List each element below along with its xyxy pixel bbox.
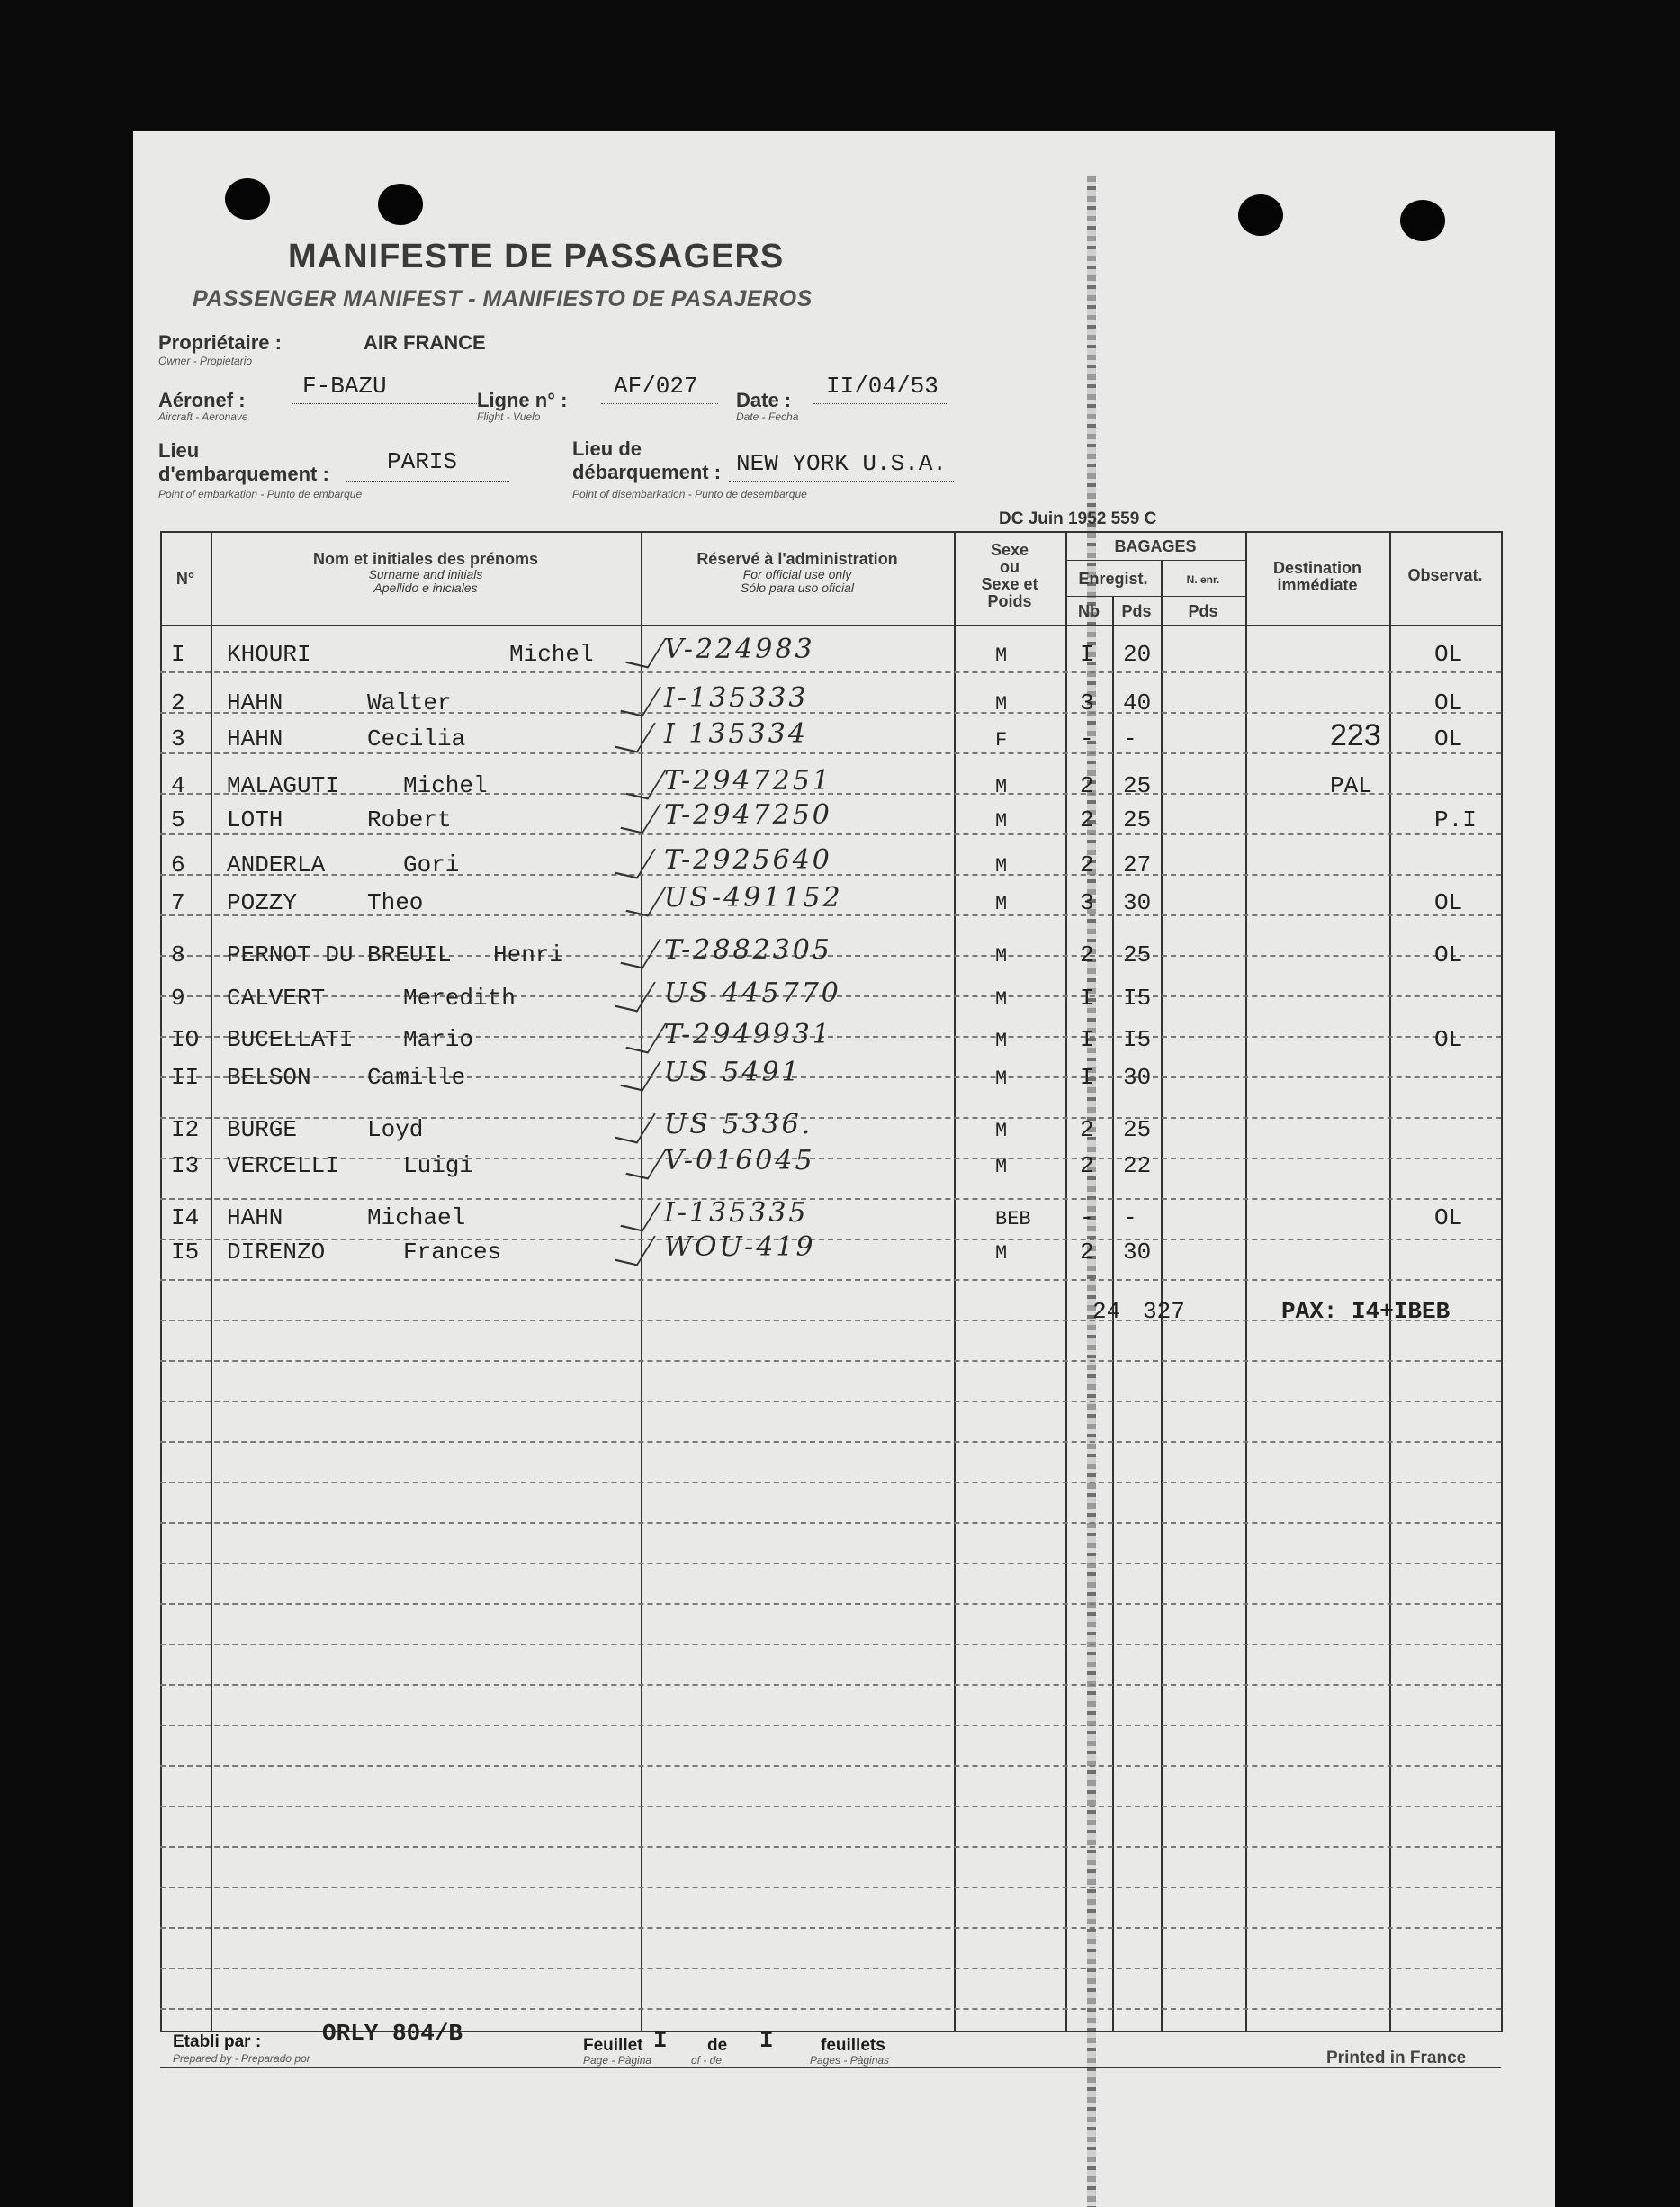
date-label: Date :: [736, 389, 792, 411]
ruled-line: [160, 2008, 1501, 2010]
prepared-label: Etabli par :: [173, 2032, 262, 2051]
baggage-count: -: [1080, 1204, 1094, 1231]
given-name: Michel: [509, 641, 594, 668]
of-sub: of - de: [691, 2054, 723, 2067]
surname: HAHN: [227, 1204, 283, 1231]
given-name: Michael: [367, 1204, 466, 1231]
baggage-weight: 27: [1123, 851, 1152, 878]
line-sub: Flight - Vuelo: [477, 410, 541, 423]
given-name: Frances: [403, 1239, 502, 1266]
sex-value: M: [995, 893, 1008, 915]
col-nb: Nb: [1078, 602, 1100, 620]
ruled-line: [160, 1279, 1501, 1281]
sex-value: M: [995, 810, 1008, 833]
col-observ: Observat.: [1407, 566, 1483, 584]
ruled-line: [160, 1765, 1501, 1767]
row-number: 5: [171, 806, 185, 833]
ruled-line: [160, 1644, 1501, 1645]
sex-value: M: [995, 1067, 1008, 1090]
col-admin: Réservé à l'administration For official use only Sólo para uso oficial: [696, 550, 898, 595]
baggage-count: 2: [1080, 806, 1094, 833]
surname: LOTH: [227, 806, 283, 833]
baggage-weight: 20: [1123, 641, 1152, 668]
baggage-weight: 30: [1123, 889, 1152, 916]
ruled-line: [160, 1360, 1501, 1362]
baggage-count: I: [1080, 985, 1094, 1012]
admin-number: US 5336.: [664, 1109, 813, 1140]
baggage-weight: 25: [1123, 1116, 1152, 1143]
col-pds2: Pds: [1188, 602, 1218, 620]
baggage-count: 2: [1080, 941, 1094, 968]
given-name: Camille: [367, 1064, 466, 1091]
observation: P.I: [1434, 806, 1477, 833]
date-sub: Date - Fecha: [736, 410, 799, 423]
col-destination: Destination immédiate: [1272, 559, 1361, 594]
ruled-line: [160, 1806, 1501, 1807]
ruled-line: [160, 1198, 1501, 1200]
disembark-label-2: débarquement :: [572, 461, 722, 483]
given-name: Luigi: [403, 1152, 474, 1179]
sex-value: BEB: [995, 1208, 1031, 1230]
ruled-line: [160, 1725, 1501, 1726]
observation: OL: [1434, 889, 1463, 916]
baggage-weight: 40: [1123, 689, 1152, 716]
ruled-line: [160, 1603, 1501, 1605]
ruled-line: [160, 1441, 1501, 1443]
observation: OL: [1434, 689, 1463, 716]
sex-value: M: [995, 693, 1008, 716]
ruled-line: [160, 671, 1501, 673]
baggage-count: I: [1080, 1064, 1094, 1091]
col-name: Nom et initiales des prénoms Surname and initials Apellido e iniciales: [312, 550, 539, 595]
ruled-line: [160, 1522, 1501, 1524]
checkmark-icon: [620, 1056, 661, 1091]
baggage-weight: 25: [1123, 772, 1152, 799]
ruled-line: [160, 833, 1501, 835]
ruled-line: [160, 1239, 1501, 1240]
ruled-line: [160, 1968, 1501, 1969]
given-name: Mario: [403, 1026, 474, 1053]
admin-number: T-2947250: [664, 799, 832, 831]
embark-label-1: Lieu: [158, 439, 200, 462]
sex-value: M: [995, 855, 1008, 878]
ruled-line: [160, 1401, 1501, 1402]
checkmark-icon: [620, 933, 661, 968]
baggage-count: 2: [1080, 1152, 1094, 1179]
admin-number: V-016045: [664, 1145, 815, 1176]
checkmark-icon: [620, 1196, 661, 1231]
sex-value: M: [995, 945, 1008, 968]
checkmark-icon: [615, 1230, 656, 1266]
printed-in: Printed in France: [1326, 2049, 1467, 2067]
baggage-weight: 30: [1123, 1239, 1152, 1266]
admin-number: US 5491: [664, 1057, 802, 1088]
observation: OL: [1434, 641, 1463, 668]
ruled-line: [160, 1076, 1501, 1078]
form-code: DC Juin 1952 559 C: [999, 509, 1157, 528]
embark-label-2: d'embarquement :: [158, 463, 329, 485]
col-bagages: BAGAGES: [1114, 537, 1197, 555]
pages-sub: Pages - Pàginas: [810, 2054, 890, 2067]
row-number: 7: [171, 889, 185, 916]
admin-number: WOU-419: [664, 1231, 816, 1263]
baggage-weight: -: [1123, 1204, 1137, 1231]
row-number: II: [171, 1064, 200, 1091]
checkmark-icon: [625, 881, 667, 916]
surname: POZZY: [227, 889, 298, 916]
pax-summary: PAX: I4+IBEB: [1281, 1298, 1451, 1325]
sheet-label: Feuillet: [583, 2036, 643, 2055]
ruled-line: [160, 1563, 1501, 1564]
destination: 223: [1330, 718, 1381, 752]
ruled-line: [160, 1158, 1501, 1159]
of-value: I: [759, 2027, 774, 2054]
ruled-line: [160, 712, 1501, 714]
admin-number: I-135335: [664, 1197, 809, 1229]
surname: ANDERLA: [227, 851, 326, 878]
col-enregist: Enregist.: [1078, 570, 1148, 588]
manifest-sheet: [133, 131, 1555, 2207]
baggage-count: 2: [1080, 851, 1094, 878]
baggage-weight: 22: [1123, 1152, 1152, 1179]
prepared-value: ORLY 804/B: [322, 2020, 463, 2047]
punch-hole: [378, 184, 423, 225]
given-name: Robert: [367, 806, 452, 833]
given-name: Meredith: [403, 985, 516, 1012]
row-number: 2: [171, 689, 185, 716]
sheet-value: I: [653, 2027, 668, 2054]
admin-number: V-224983: [664, 634, 815, 665]
baggage-count: 3: [1080, 889, 1094, 916]
sex-value: M: [995, 1030, 1008, 1052]
ruled-line: [160, 1927, 1501, 1929]
baggage-count: I: [1080, 1026, 1094, 1053]
baggage-count: 2: [1080, 1116, 1094, 1143]
ruled-line: [160, 1117, 1501, 1119]
checkmark-icon: [615, 1108, 656, 1143]
sex-value: M: [995, 776, 1008, 798]
fold-crease: [1087, 176, 1096, 2207]
row-number: IO: [171, 1026, 200, 1053]
manifest-subtitle: PASSENGER MANIFEST - MANIFIESTO DE PASAJEROS: [193, 286, 813, 311]
baggage-count: 2: [1080, 772, 1094, 799]
checkmark-icon: [615, 977, 656, 1012]
baggage-count: 3: [1080, 689, 1094, 716]
given-name: Theo: [367, 889, 424, 916]
baggage-count: 2: [1080, 1239, 1094, 1266]
baggage-count: I: [1080, 641, 1094, 668]
ruled-line: [160, 1846, 1501, 1848]
manifest-title: MANIFESTE DE PASSAGERS: [288, 238, 785, 275]
ruled-line: [160, 1684, 1501, 1686]
admin-number: US-491152: [664, 882, 843, 914]
owner-sub: Owner - Propietario: [158, 355, 253, 367]
admin-number: US 445770: [664, 977, 841, 1009]
baggage-weight: 30: [1123, 1064, 1152, 1091]
punch-hole: [225, 178, 270, 220]
sex-value: M: [995, 1156, 1008, 1178]
ruled-line: [160, 1887, 1501, 1888]
aircraft-sub: Aircraft - Aeronave: [158, 410, 248, 423]
surname: BUCELLATI: [227, 1026, 354, 1053]
row-number: 8: [171, 941, 185, 968]
punch-hole: [1400, 200, 1445, 241]
surname: BELSON: [227, 1064, 311, 1091]
of-label: de: [707, 2036, 728, 2055]
surname: CALVERT: [227, 985, 326, 1012]
given-name: Walter: [367, 689, 452, 716]
date-value: II/04/53: [826, 373, 939, 400]
owner-label: Propriétaire :: [158, 331, 282, 354]
surname: DIRENZO: [227, 1239, 326, 1266]
pages-label: feuillets: [821, 2036, 885, 2055]
line-label: Ligne n° :: [477, 389, 568, 411]
given-name: Michel: [403, 772, 488, 799]
observation: OL: [1434, 1204, 1463, 1231]
surname: BURGE: [227, 1116, 298, 1143]
admin-number: T-2882305: [664, 934, 832, 966]
line-value: AF/027: [614, 373, 698, 400]
embark-value: PARIS: [387, 448, 458, 475]
observation: OL: [1434, 725, 1463, 752]
baggage-weight: 25: [1123, 806, 1152, 833]
col-no: N°: [175, 570, 195, 588]
prepared-sub: Prepared by - Preparado por: [173, 2052, 310, 2065]
admin-number: I-135333: [664, 682, 809, 714]
aircraft-value: F-BAZU: [302, 373, 387, 400]
ruled-line: [160, 1482, 1501, 1483]
col-pds: Pds: [1121, 602, 1152, 620]
row-number: I: [171, 641, 185, 668]
row-number: I4: [171, 1204, 200, 1231]
surname: HAHN: [227, 689, 283, 716]
row-number: 9: [171, 985, 185, 1012]
baggage-count: -: [1080, 725, 1094, 752]
row-number: 4: [171, 772, 185, 799]
sex-value: M: [995, 1120, 1008, 1142]
ruled-line: [160, 752, 1501, 754]
sex-value: M: [995, 1242, 1008, 1265]
admin-number: T-2949931: [664, 1019, 832, 1050]
admin-number: T-2947251: [664, 765, 832, 797]
sheet-sub: Page - Pàgina: [583, 2054, 652, 2067]
disembark-label-1: Lieu de: [572, 437, 642, 460]
punch-hole: [1238, 194, 1283, 236]
row-number: I2: [171, 1116, 200, 1143]
owner-value: AIR FRANCE: [364, 331, 486, 354]
total-pds: 327: [1143, 1298, 1185, 1325]
admin-number: T-2925640: [664, 844, 832, 876]
surname: PERNOT DU BREUIL: [227, 941, 452, 968]
row-number: I3: [171, 1152, 200, 1179]
given-name: Gori: [403, 851, 460, 878]
row-number: 6: [171, 851, 185, 878]
embark-sub: Point of embarkation - Punto de embarque: [158, 488, 363, 500]
baggage-weight: 25: [1123, 941, 1152, 968]
surname: MALAGUTI: [227, 772, 339, 799]
ruled-line: [160, 914, 1501, 916]
col-sex: Sexe ou Sexe et Poids: [981, 541, 1038, 610]
row-number: I5: [171, 1239, 200, 1266]
row-number: 3: [171, 725, 185, 752]
surname: HAHN: [227, 725, 283, 752]
checkmark-icon: [625, 633, 667, 668]
baggage-weight: I5: [1123, 1026, 1152, 1053]
col-nonreg: N. enr.: [1186, 573, 1220, 586]
checkmark-icon: [625, 1144, 667, 1179]
disembark-value: NEW YORK U.S.A.: [736, 450, 948, 477]
observation: OL: [1434, 941, 1463, 968]
surname: VERCELLI: [227, 1152, 339, 1179]
given-name: Loyd: [367, 1116, 424, 1143]
disembark-sub: Point of disembarkation - Punto de desembarque: [572, 488, 807, 500]
checkmark-icon: [615, 717, 656, 752]
baggage-weight: -: [1123, 725, 1137, 752]
sex-value: F: [995, 729, 1008, 752]
given-name: Henri: [493, 941, 564, 968]
observation: OL: [1434, 1026, 1463, 1053]
total-nb: 24: [1092, 1298, 1121, 1325]
given-name: Cecilia: [367, 725, 466, 752]
sex-value: M: [995, 644, 1008, 667]
checkmark-icon: [620, 798, 661, 833]
sex-value: M: [995, 988, 1008, 1011]
aircraft-label: Aéronef :: [158, 389, 246, 411]
baggage-weight: I5: [1123, 985, 1152, 1012]
surname: KHOURI: [227, 641, 311, 668]
destination: PAL: [1330, 772, 1372, 799]
admin-number: I 135334: [664, 718, 808, 750]
